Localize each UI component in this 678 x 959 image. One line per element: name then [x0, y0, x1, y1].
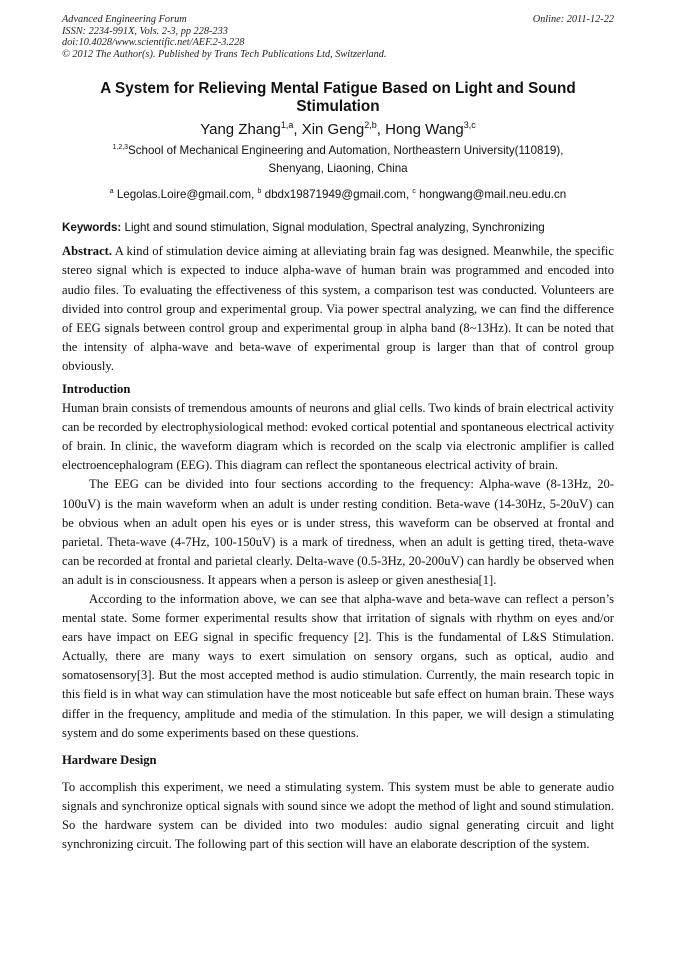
email-sup: a — [109, 188, 114, 196]
author-name: Yang Zhang — [200, 121, 281, 139]
intro-paragraph-1: Human brain consists of tremendous amounts of neurons and glial cells. Two kinds of brain electrical activity can be recorded by electrophysiological method: evoked cortical potential and spontaneous electrical activity of brain. In clinic, the waveform diagram which is recorded on the scalp via electronic amplifier is called electroencephalogram (EEG). This diagram can reflect the spontaneous electrical activity of brain. — [62, 401, 614, 473]
email-address: hongwang@mail.neu.edu.cn — [419, 188, 567, 202]
introduction-heading: Introduction — [62, 382, 131, 397]
intro-paragraph-3: According to the information above, we can see that alpha-wave and beta-wave can reflect a person’s mental state. Some former experimental results show that irritation of signals with rhythm on eyes and/or ears have impact on EEG signal in specific frequency [2]. This is the fundamental of L&S Stimulation. Actually, there are many ways to exert simulation on sensory organs, such as optical, audio and somatosensory[3]. But the most accepted method is audio stimulation. Currently, the main research topic in this field is in what way can stimulation have the most noticeable but safe effect on human brain. These ways differ in the frequency, amplitude and media of the stimulation. In this paper, we will design a stimulating system and do some experiments based on these questions. — [62, 591, 614, 740]
online-date: Online: 2011-12-22 — [532, 14, 614, 25]
journal-name: Advanced Engineering Forum — [62, 14, 187, 25]
author-sup: 3,c — [463, 120, 476, 131]
abstract — [62, 242, 614, 376]
issn-line: ISSN: 2234-991X, Vols. 2-3, pp 228-233 — [62, 25, 228, 37]
author-list: Yang Zhang$^{1,a}$, Xin Geng$^{2,b}$, Hong Wang$^{3,c}$ — [200, 120, 476, 139]
author-name: Hong Wang — [385, 121, 464, 139]
keywords — [62, 221, 614, 234]
affiliation — [62, 142, 614, 178]
hardware-paragraph: To accomplish this experiment, we need a stimulating system. This system must be able to generate audio signals and synchronize optical signals with sound since we adopt the method of light and sound stimulation. So the hardware system can be divided into two modules: audio signal generating circuit and light synchronizing circuit. The following part of this section will have an elaborate description of the system. — [62, 779, 614, 851]
intro-paragraph-2: The EEG can be divided into four sections according to the frequency: Alpha-wave (8-13Hz, 20-100uV) is the main waveform when an adult is under resting condition. Beta-wave (14-30Hz, 5-20uV) can be obvious when an adult open his eyes or is under stress, this waveform can be observed at frontal and parietal. Theta-wave (4-7Hz, 100-150uV) is a mark of tiredness, when an adult is getting tired, theta-wave can be recorded at frontal and parietal clearly. Delta-wave (0.5-3Hz, 20-200uV) can hardly be observed when an adult is in consciousness. It appears when a person is asleep or given anesthesia[1]. — [62, 477, 614, 587]
paper-title: A System for Relieving Mental Fatigue Based on Light and Sound Stimulation — [100, 80, 576, 116]
doi-line: doi:10.4028/www.scientific.net/AEF.2-3.228 — [62, 37, 245, 49]
paper-page — [62, 14, 614, 854]
author-sup: 1,a — [280, 120, 294, 131]
affiliation-sup: 1,2,3 — [112, 144, 128, 152]
email-address: dbdx19871949@gmail.com — [264, 188, 406, 202]
email-list: $^a$ Legolas.Loire@gmail.com, $^b$ dbdx19871949@gmail.com, $^c$ hongwang@mail.neu.edu.cn — [109, 188, 567, 202]
email-address: Legolas.Loire@gmail.com — [116, 188, 252, 202]
hardware-heading: Hardware Design — [62, 752, 157, 767]
author-name: Xin Geng — [301, 121, 365, 139]
affiliation-line-1: School of Mechanical Engineering and Automation, Northeastern University(110819), — [128, 144, 564, 158]
copyright-line: © 2012 The Author(s). Published by Trans Tech Publications Ltd, Switzerland. — [62, 48, 387, 60]
journal-header — [62, 14, 614, 60]
keywords-label: Keywords: — [62, 221, 122, 235]
email-sup: b — [257, 188, 262, 196]
abstract-label: Abstract. — [62, 244, 113, 259]
email-sup: c — [412, 188, 416, 196]
keywords-text: Light and sound stimulation, Signal modulation, Spectral analyzing, Synchronizing — [124, 221, 545, 235]
abstract-text: A kind of stimulation device aiming at alleviating brain fag was designed. Meanwhile, the specific stereo signal which is expected to induce alpha-wave of human brain was programmed and encoded into audio files. To evaluating the effectiveness of this system, a comparison test was conducted. Volunteers are divided into control group and experimental group. Via power spectral analyzing, we can find the difference of EEG signals between control group and experimental group in alpha band (8~13Hz). It can be noted that the intensity of alpha-wave and beta-wave of experimental group is larger than that of control group obviously. — [62, 244, 614, 373]
author-sup: 2,b — [364, 120, 377, 131]
affiliation-line-2: Shenyang, Liaoning, China — [268, 162, 408, 176]
